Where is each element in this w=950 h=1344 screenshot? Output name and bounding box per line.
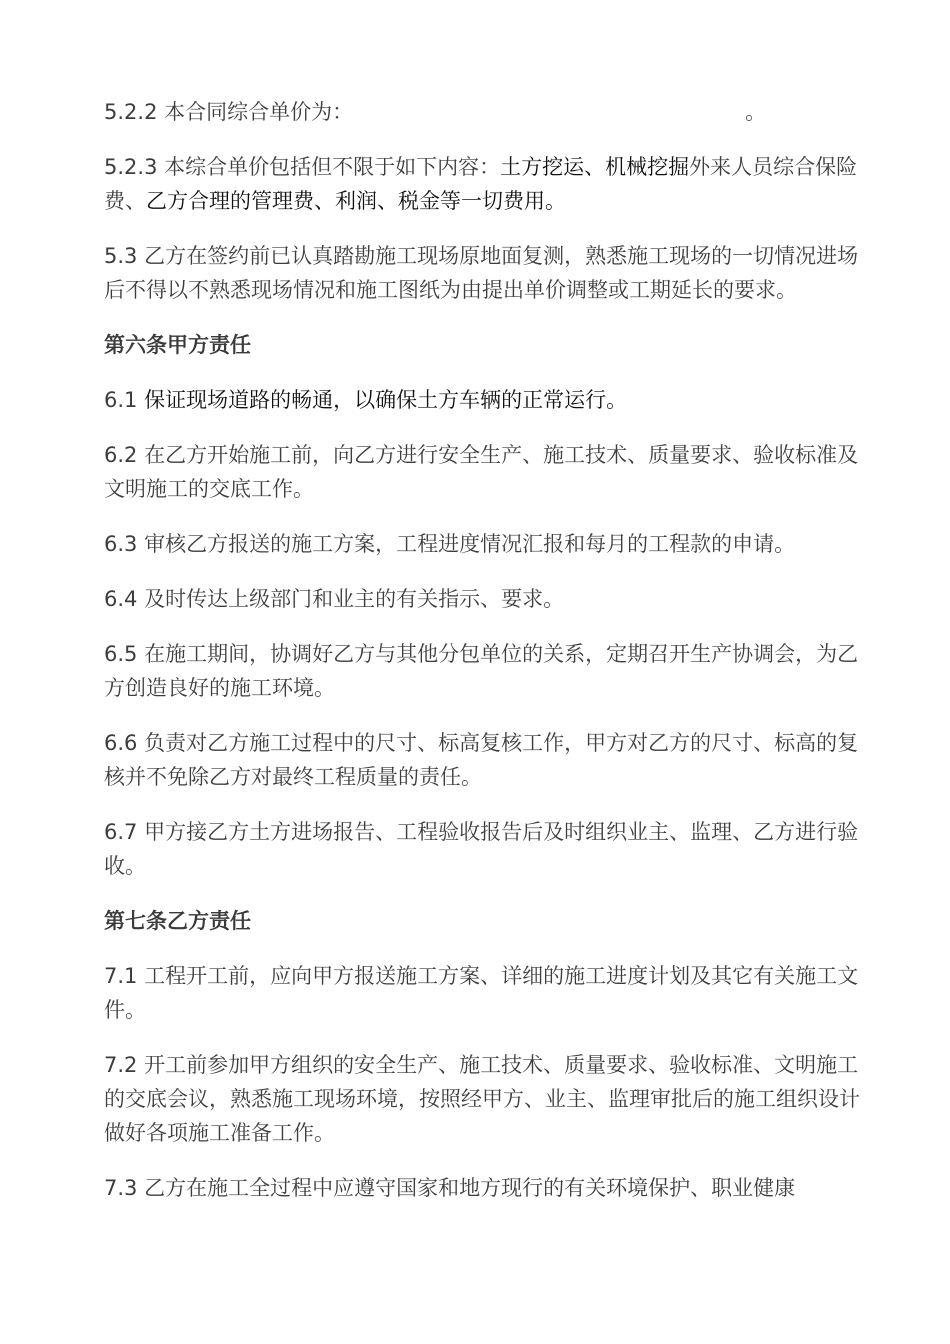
article-7-heading: 第七条乙方责任 [104, 909, 251, 933]
clause-6-7: 6.7 甲方接乙方土方进场报告、工程验收报告后及时组织业主、监理、乙方进行验收。 [104, 820, 859, 878]
clause-6-5: 6.5 在施工期间，协调好乙方与其他分包单位的关系，定期召开生产协调会，为乙方创造良好的施工环境。 [104, 642, 859, 700]
clause-5-2-3 [104, 150, 866, 218]
clause-7-1: 7.1 工程开工前，应向甲方报送施工方案、详细的施工进度计划及其它有关施工文件。 [104, 964, 859, 1022]
clause-5-2-2-end: 。 [745, 100, 767, 124]
clause-7-2: 7.2 开工前参加甲方组织的安全生产、施工技术、质量要求、验收标准、文明施工的交底会议，熟悉施工现场环境，按照经甲方、业主、监理审批后的施工组织设计做好各项施工准备工作。 [104, 1053, 860, 1145]
clause-6-1 [104, 383, 866, 417]
clause-6-1-text: 保证现场道路的畅通，以确保土方车辆的正常运行。 [144, 388, 628, 412]
article-6-heading: 第六条甲方责任 [104, 333, 251, 357]
clause-5-2-3-insurance: 外来人员综合保险费、 [104, 155, 858, 213]
clause-6-3: 6.3 审核乙方报送的施工方案，工程进度情况汇报和每月的工程款的申请。 [104, 532, 796, 556]
clause-6-2: 6.2 在乙方开始施工前，向乙方进行安全生产、施工技术、质量要求、验收标准及文明施工的交底工作。 [104, 443, 859, 501]
clause-6-1-number: 6.1 [104, 388, 145, 412]
clause-6-6: 6.6 负责对乙方施工过程中的尺寸、标高复核工作，甲方对乙方的尺寸、标高的复核并不免除乙方对最终工程质量的责任。 [104, 731, 859, 789]
clause-7-3: 7.3 乙方在施工全过程中应遵守国家和地方现行的有关环境保护、职业健康 [104, 1176, 796, 1200]
clause-5-2-3-items: 土方挖运、机械挖掘 [500, 155, 690, 179]
clause-5-2-3-intro: 5.2.3 本综合单价包括但不限于如下内容： [104, 155, 501, 179]
clause-5-3: 5.3 乙方在签约前已认真踏勘施工现场原地面复测，熟悉施工现场的一切情况进场后不得以不熟悉现场情况和施工图纸为由提出单价调整或工期延长的要求。 [104, 244, 859, 302]
clause-6-4: 6.4 及时传达上级部门和业主的有关指示、要求。 [104, 587, 565, 611]
document-page [104, 95, 866, 1226]
clause-5-2-2-text: 5.2.2 本合同综合单价为： [104, 100, 354, 124]
clause-5-2-3-fees: 乙方合理的管理费、利润、税金等一切费用。 [146, 189, 566, 213]
clause-5-2-2 [104, 95, 866, 129]
